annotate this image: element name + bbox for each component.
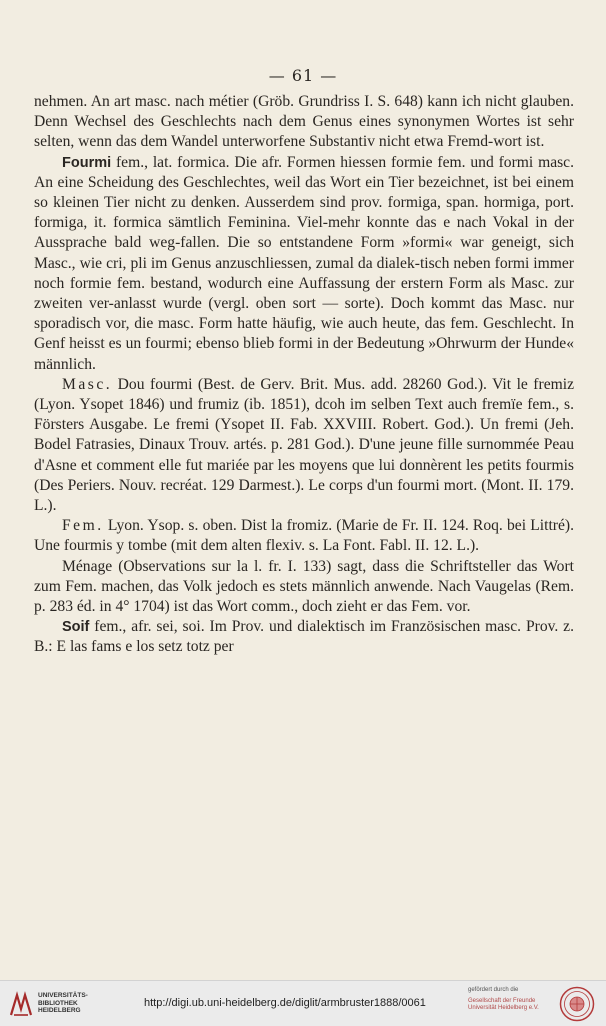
library-name-line: BIBLIOTHEK bbox=[38, 999, 78, 1007]
text-line: Masc. nur sporadisch vor, die masc. Form hatte häufig, wie bbox=[34, 295, 574, 333]
body-text bbox=[34, 92, 574, 658]
text-line: (Mont. II. 179. L.). bbox=[34, 476, 574, 515]
text-line: fem. und formi masc. An eine Scheidung des Geschlechtes, bbox=[34, 153, 575, 191]
text-line: Tier nicht zu denken. Ausserdem sind prov. formiga, span. bbox=[103, 194, 484, 212]
paragraph bbox=[34, 617, 574, 657]
text-line: nach dem Genus eines synonymen Wortes ist sehr selten, wenn bbox=[34, 113, 574, 151]
sponsor-name-line: Universität Heidelberg e.V. bbox=[468, 1005, 539, 1011]
text-line: Lyon. Ysop. s. oben. Dist la fromiz. (Marie de Fr. bbox=[103, 517, 423, 535]
text-line: nehmen. An art masc. nach métier (Gröb. Grundriss I. S. 648) bbox=[34, 93, 428, 110]
library-name-line: UNIVERSITÄTS- bbox=[38, 992, 88, 999]
university-seal-icon bbox=[559, 986, 595, 1022]
text-line: hormiga, port. formiga, it. formica sämtlich Feminina. Viel- bbox=[34, 194, 575, 232]
text-line: Dou fourmi (Best. de Gerv. Brit. Mus. add. 28260 bbox=[112, 375, 448, 393]
sponsor-label: gefördert durch die bbox=[468, 987, 519, 993]
sponsor-name-line: Gesellschaft der Freunde bbox=[468, 997, 536, 1004]
text-line: Le fremi (Ysopet II. Fab. XXVIII. Robert. God.). Un fremi bbox=[153, 416, 545, 434]
text-line: fallen. Die so entstandene Form »formi« war geneigt, sich bbox=[180, 234, 575, 252]
paragraph bbox=[34, 153, 574, 375]
text-line: tisch neben formi immer noch formie fem. bestand, wodurch bbox=[34, 254, 574, 292]
text-line: 4° 1704) ist das Wort comm., doch zieht er das Fem. vor. bbox=[115, 598, 471, 616]
library-name-line: HEIDELBERG bbox=[38, 1007, 81, 1014]
text-line: II. 124. Roq. bei Littré). Une fourmis y tombe (mit dem alten bbox=[34, 517, 574, 555]
text-line: Ménage (Observations sur la l. fr. I. 133) sagt, dass die bbox=[62, 557, 431, 575]
paragraph bbox=[34, 92, 574, 153]
text-line: ebenso blieb formi in der Bedeutung »Ohrwurm der Hunde« bbox=[195, 335, 575, 353]
text-line: kann ich nicht glauben. Denn Wechsel des Geschlechts bbox=[34, 93, 574, 131]
text-line: Französischen masc. Prov. z. B.: E las fams e los setz totz per bbox=[34, 618, 574, 656]
paragraph bbox=[34, 557, 574, 618]
text-line: fem., afr. sei, soi. Im Prov. und dialektisch im bbox=[89, 618, 392, 636]
text-line: Schriftsteller das Wort zum Fem. machen, das Volk jedoch es bbox=[34, 557, 574, 595]
text-line: eine Auffassung der erstern Form als Masc. zur zweiten ver- bbox=[34, 274, 574, 313]
entry-keyword: Fourmi bbox=[62, 154, 112, 171]
digitization-footer bbox=[0, 980, 606, 1026]
text-line: männlich. bbox=[34, 355, 96, 373]
text-line: anlasst wurde (vergl. oben sort — sorte). Doch kommt das bbox=[113, 295, 509, 313]
text-line: flexiv. s. La Font. Fabl. II. 12. L.). bbox=[265, 537, 480, 555]
page-number: — 61 — bbox=[268, 66, 338, 85]
text-line: das dem Wandel unterworfene Substantiv nicht etwa Fremd- bbox=[115, 133, 494, 151]
text-line: weil das Wort ein Tier bezeichnet, ist bei einem so kleinen bbox=[34, 173, 574, 212]
text-line: Masc., wie cri, pli im Genus anzuschliessen, zumal da dialek- bbox=[34, 254, 420, 272]
text-line: wort ist. bbox=[493, 133, 545, 151]
text-line: fem., lat. formica. Die afr. Formen hiessen formie bbox=[111, 153, 438, 171]
text-line: auch heute, das fem. Geschlecht. In Genf heisst es un fourmi; bbox=[34, 315, 575, 353]
text-line: dcoh im selben Text auch fremïe fem., s. Försters Ausgabe. bbox=[34, 396, 574, 434]
paragraph bbox=[34, 375, 574, 516]
text-line: mehr konnte das e nach Vokal in der Aussprache bald weg- bbox=[34, 214, 574, 252]
text-line: God.). Vit le fremiz (Lyon. Ysopet 1846) und frumiz (ib. 1851), bbox=[34, 375, 574, 414]
text-line: par les moyens que lui donnèrent les petits fourmis (Des Periers. bbox=[34, 456, 575, 494]
paragraph bbox=[34, 516, 574, 556]
sponsor-credit bbox=[468, 987, 552, 1013]
text-line: Nouv. recréat. 129 Darmest.). Le corps d'un fourmi mort. bbox=[118, 476, 482, 494]
text-line: jeune fille surnommée Peau d'Asne et comment elle fut mariée bbox=[34, 436, 575, 474]
spaced-heading: Fem. bbox=[62, 517, 104, 535]
text-line: (Jeh. Bodel Fatrasies, Dinaux Trouv. artés. p. 281 God.). D'une bbox=[34, 416, 574, 454]
text-line: stets männlich anwende. Nach Vaugelas (Rem. p. 283 éd. in bbox=[34, 577, 574, 616]
spaced-heading: Masc. bbox=[62, 375, 113, 393]
entry-keyword: Soif bbox=[62, 619, 90, 636]
permalink-url[interactable]: http://digi.ub.uni-heidelberg.de/diglit/armbruster1888/0061 bbox=[144, 997, 426, 1009]
library-logo-icon bbox=[8, 991, 34, 1017]
library-name bbox=[38, 992, 88, 1015]
